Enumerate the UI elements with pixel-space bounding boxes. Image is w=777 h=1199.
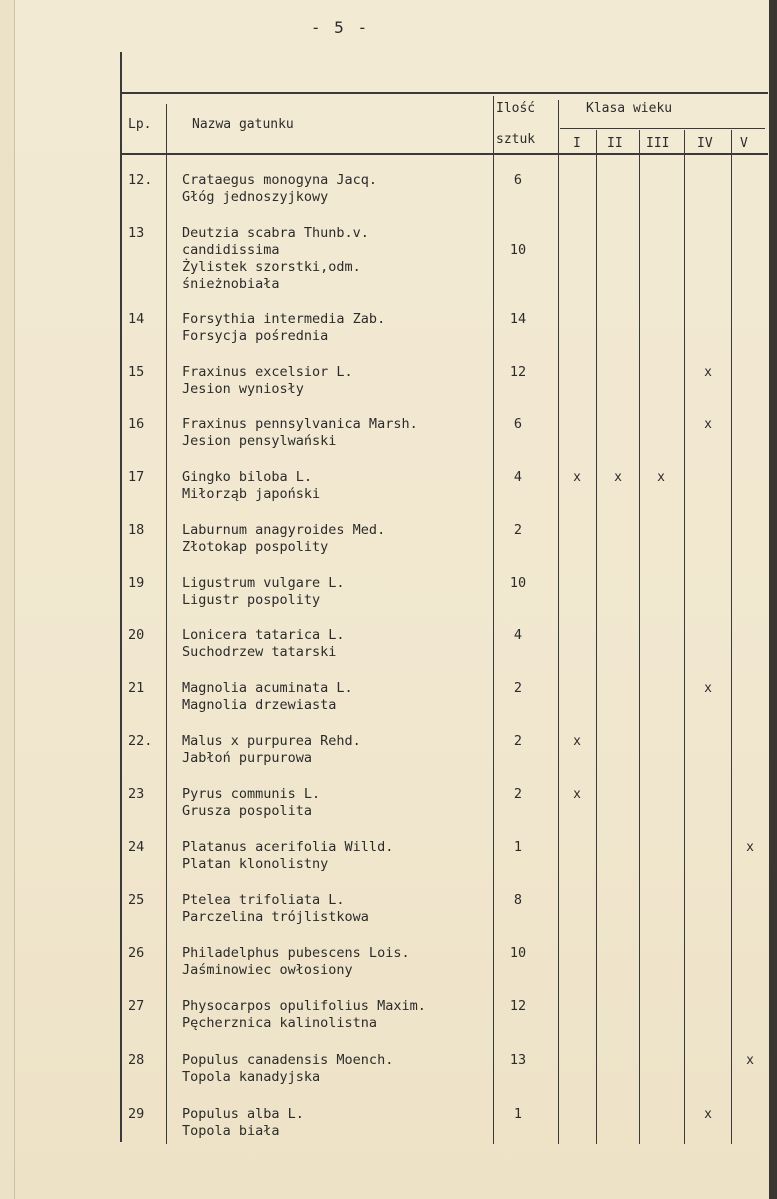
- quantity: 12: [509, 364, 527, 380]
- table-row: [0, 225, 777, 292]
- row-number: 28: [128, 1052, 145, 1068]
- species-name: [182, 311, 385, 345]
- quantity: 1: [513, 839, 523, 855]
- table-row: [0, 1052, 777, 1104]
- quantity: 14: [509, 311, 527, 327]
- name-line: Topola kanadyjska: [182, 1069, 321, 1085]
- table-row: [0, 627, 777, 679]
- header-class-ii: II: [607, 136, 623, 151]
- name-line: śnieżnobiała: [182, 276, 280, 292]
- species-name: [182, 839, 393, 873]
- name-line: Jesion wyniosły: [182, 381, 304, 397]
- latin-name: Pyrus communis L.: [182, 786, 321, 802]
- name-line: candidissima: [182, 242, 280, 258]
- table-row: [0, 839, 777, 891]
- name-line: Suchodrzew tatarski: [182, 644, 337, 660]
- latin-name: Forsythia intermedia Zab.: [182, 311, 386, 327]
- row-number: 17: [128, 469, 145, 485]
- species-name: [182, 680, 353, 714]
- latin-name: Ptelea trifoliata L.: [182, 892, 345, 908]
- species-name: [182, 945, 410, 979]
- latin-name: Physocarpos opulifolius Maxim.: [182, 998, 426, 1014]
- latin-name: Magnolia acuminata L.: [182, 680, 353, 696]
- species-name: [182, 575, 345, 609]
- table-row: [0, 786, 777, 838]
- species-name: [182, 892, 369, 926]
- latin-name: Malus x purpurea Rehd.: [182, 733, 361, 749]
- row-number: 14: [128, 311, 145, 327]
- row-number: 15: [128, 364, 145, 380]
- table-row: [0, 892, 777, 944]
- header-age-class: Klasa wieku: [586, 101, 673, 116]
- name-line: Pęcherznica kalinolistna: [182, 1015, 378, 1031]
- species-name: [182, 172, 377, 206]
- quantity: 2: [513, 522, 523, 538]
- latin-name: Lonicera tatarica L.: [182, 627, 345, 643]
- name-line: Jabłoń purpurowa: [182, 750, 313, 766]
- name-line: Miłorząb japoński: [182, 486, 321, 502]
- age-class-mark: x: [657, 470, 665, 485]
- table-row: [0, 680, 777, 732]
- age-class-mark: x: [704, 365, 712, 380]
- table-row: [0, 522, 777, 574]
- name-line: Grusza pospolita: [182, 803, 313, 819]
- row-number: 13: [128, 225, 145, 241]
- row-number: 21: [128, 680, 145, 696]
- latin-name: Ligustrum vulgare L.: [182, 575, 345, 591]
- name-line: Topola biała: [182, 1123, 280, 1139]
- table-row: [0, 416, 777, 468]
- quantity: 10: [509, 242, 527, 258]
- table-row: [0, 172, 777, 224]
- latin-name: Populus canadensis Moench.: [182, 1052, 394, 1068]
- species-name: [182, 998, 426, 1032]
- age-class-mark: x: [614, 470, 622, 485]
- age-class-mark: x: [573, 470, 581, 485]
- row-number: 29: [128, 1106, 145, 1122]
- page-number: - 5 -: [310, 18, 370, 37]
- quantity: 10: [509, 575, 527, 591]
- header-qty-line2: sztuk: [496, 132, 536, 147]
- row-number: 16: [128, 416, 145, 432]
- table-row: [0, 998, 777, 1050]
- row-number: 12.: [128, 172, 153, 188]
- header-class-i: I: [573, 136, 581, 151]
- header-bottom-rule: [120, 153, 768, 155]
- row-number: 20: [128, 627, 145, 643]
- name-line: Ligustr pospolity: [182, 592, 321, 608]
- quantity: 12: [509, 998, 527, 1014]
- age-class-mark: x: [573, 734, 581, 749]
- quantity: 2: [513, 680, 523, 696]
- latin-name: Crataegus monogyna Jacq.: [182, 172, 378, 188]
- row-number: 22.: [128, 733, 153, 749]
- row-number: 18: [128, 522, 145, 538]
- quantity: 13: [509, 1052, 527, 1068]
- row-number: 19: [128, 575, 145, 591]
- age-class-subrule: [560, 128, 765, 129]
- table-row: [0, 311, 777, 363]
- name-line: Jesion pensylwański: [182, 433, 337, 449]
- header-class-iv: IV: [697, 136, 713, 151]
- species-name: [182, 733, 361, 767]
- latin-name: Populus alba L.: [182, 1106, 304, 1122]
- quantity: 6: [513, 172, 523, 188]
- table-row: [0, 733, 777, 785]
- name-line: Głóg jednoszyjkowy: [182, 189, 329, 205]
- row-number: 27: [128, 998, 145, 1014]
- species-name: [182, 364, 353, 398]
- table-row: [0, 575, 777, 627]
- latin-name: Fraxinus pennsylvanica Marsh.: [182, 416, 418, 432]
- name-line: Platan klonolistny: [182, 856, 329, 872]
- row-number: 23: [128, 786, 145, 802]
- age-class-mark: x: [704, 681, 712, 696]
- quantity: 4: [513, 469, 523, 485]
- header-name: Nazwa gatunku: [192, 117, 294, 132]
- age-class-mark: x: [704, 1107, 712, 1122]
- name-line: Parczelina trójlistkowa: [182, 909, 369, 925]
- header-lp: Lp.: [128, 117, 152, 132]
- quantity: 6: [513, 416, 523, 432]
- age-class-mark: x: [746, 840, 754, 855]
- age-class-mark: x: [746, 1053, 754, 1068]
- species-name: [182, 416, 418, 450]
- species-name: [182, 786, 320, 820]
- row-number: 26: [128, 945, 145, 961]
- species-name: [182, 225, 369, 293]
- species-name: [182, 469, 320, 503]
- name-line: Forsycja pośrednia: [182, 328, 329, 344]
- name-line: Jaśminowiec owłosiony: [182, 962, 353, 978]
- name-line: Złotokap pospolity: [182, 539, 329, 555]
- table-row: [0, 364, 777, 416]
- latin-name: Fraxinus excelsior L.: [182, 364, 353, 380]
- table-row: [0, 945, 777, 997]
- header-class-iii: III: [646, 136, 670, 151]
- table-row: [0, 1106, 777, 1158]
- row-number: 25: [128, 892, 145, 908]
- age-class-mark: x: [573, 787, 581, 802]
- header-class-v: V: [740, 136, 748, 151]
- species-name: [182, 522, 385, 556]
- quantity: 1: [513, 1106, 523, 1122]
- latin-name: Gingko biloba L.: [182, 469, 313, 485]
- quantity: 2: [513, 786, 523, 802]
- latin-name: Platanus acerifolia Willd.: [182, 839, 394, 855]
- name-line: Magnolia drzewiasta: [182, 697, 337, 713]
- quantity: 4: [513, 627, 523, 643]
- header-qty-line1: Ilość: [496, 101, 536, 116]
- species-name: [182, 1106, 304, 1140]
- age-class-mark: x: [704, 417, 712, 432]
- species-name: [182, 627, 345, 661]
- name-line: Żylistek szorstki,odm.: [182, 259, 361, 275]
- table-top-rule: [120, 92, 768, 94]
- latin-name: Deutzia scabra Thunb.v.: [182, 225, 369, 241]
- species-name: [182, 1052, 393, 1086]
- quantity: 10: [509, 945, 527, 961]
- latin-name: Laburnum anagyroides Med.: [182, 522, 386, 538]
- quantity: 8: [513, 892, 523, 908]
- row-number: 24: [128, 839, 145, 855]
- table-row: [0, 469, 777, 521]
- quantity: 2: [513, 733, 523, 749]
- latin-name: Philadelphus pubescens Lois.: [182, 945, 410, 961]
